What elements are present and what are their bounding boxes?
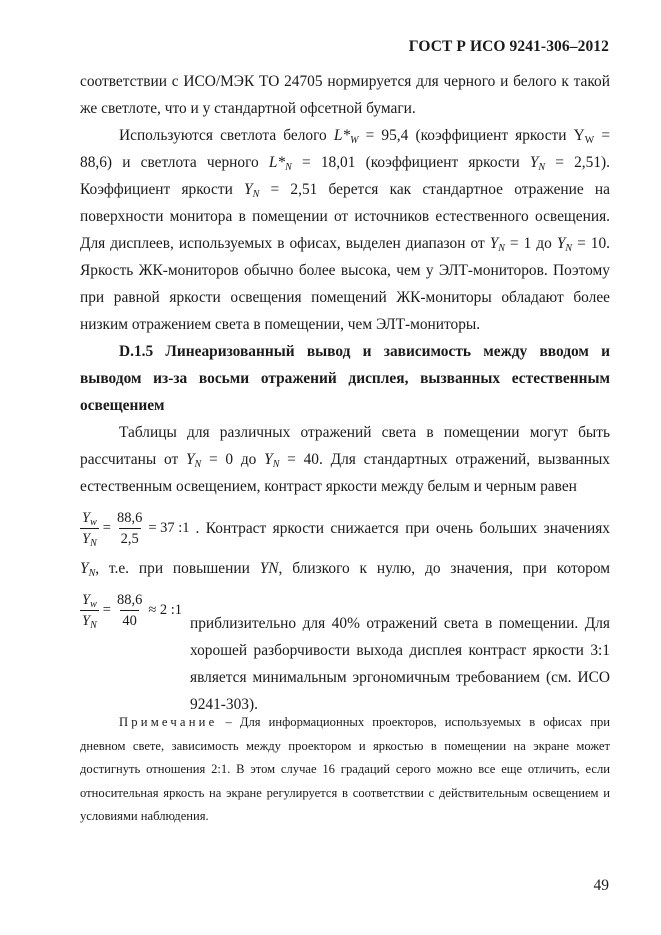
note-text: Для информационных проекторов, используемых в офисах при дневном свете, зависимость между проектором и яркостью в помещении на экране может достигнуть отношения 2:1. В этом случае 16 градаций серого можно все еще отличить, если относительная яркость на экране регулируется в соответствии с действительным освещением и условиями наблюдения.	[80, 715, 610, 823]
fraction-y-ratio: $\frac{Y_w}{Y_N}$	[82, 509, 97, 549]
document-header: ГОСТ Р ИСО 9241-306–2012	[408, 38, 609, 55]
fraction-values: $\frac{88,6}{2,5}$	[116, 509, 143, 547]
fraction-values-2: $\frac{88,6}{40}$	[116, 591, 143, 629]
paragraph-3-end: приблизительно для 40% отражений света в помещении. Для хорошей разборчивости выхода дисплея контраст яркости 3:1 является минимальным эргономичным требованием (см. ИСО 9241-303).	[190, 615, 610, 713]
body-text	[80, 68, 610, 718]
formula-1-trailing-text: . Контраст яркости снижается при очень больших значениях	[195, 519, 610, 537]
contrast-formula-2: $\frac{Y_w}{Y_N}$ = $\frac{88,6}{40}$ ≈ 2 :1	[82, 591, 183, 631]
fraction-y-ratio-2: $\frac{Y_w}{Y_N}$	[82, 591, 97, 631]
note-label: Примечание	[119, 715, 218, 729]
paragraph-3-continued: $Y_N$, т.е. при повышении YN, близкого к нулю, до значения, при котором	[80, 560, 611, 579]
paragraph-2: Используются светлота белого $L*_W = 95,4$ (коэффициент яркости $Y_W = 88,6$) и светлота черного $L*_N = 18,01$ (коэффициент яркости $Y_N = 2,51$). Коэффициент яркости $Y_N = 2,51$ берется как стандартное отражение на поверхности монитора в помещении от источников естественного освещения. Для дисплеев, используемых в офисах, выделен диапазон от $Y_N = 1$ до $Y_N = 10$. Яркость ЖК-мониторов обычно более высока, чем у ЭЛТ-мониторов. Поэтому при равной яркости освещения помещений ЖК-мониторы обладают более низким отражением света в помещении, чем ЭЛТ-мониторы.	[80, 127, 611, 333]
section-heading: D.1.5 Линеаризованный вывод и зависимость между вводом и выводом из-за восьми отражений дисплея, вызванных естественным освещением	[80, 343, 610, 414]
paragraph-3: Таблицы для различных отражений света в помещении могут быть рассчитаны от $Y_N = 0$ до $Y_N = 40$. Для стандартных отражений, вызванных естественным освещением, контраст яркости между белым и черным равен	[80, 424, 610, 495]
page-number: 49	[593, 877, 609, 894]
paragraph-1: соответствии с ИСО/МЭК ТО 24705 нормируется для черного и белого к такой же светлоте, что и у стандартной офсетной бумаги.	[80, 73, 610, 117]
formula-line-1	[80, 501, 610, 555]
contrast-formula-1: $\frac{Y_w}{Y_N}$ = $\frac{88,6}{2,5}$ = 37 :1	[82, 509, 190, 549]
note-block: Примечание – Для информационных проекторов, используемых в офисах при дневном свете, зависимость между проектором и яркостью в помещении на экране может достигнуть отношения 2:1. В этом случае 16 градаций серого можно все еще отличить, если относительная яркость на экране регулируется в соответствии с действительным освещением и условиями наблюдения.	[80, 715, 610, 823]
